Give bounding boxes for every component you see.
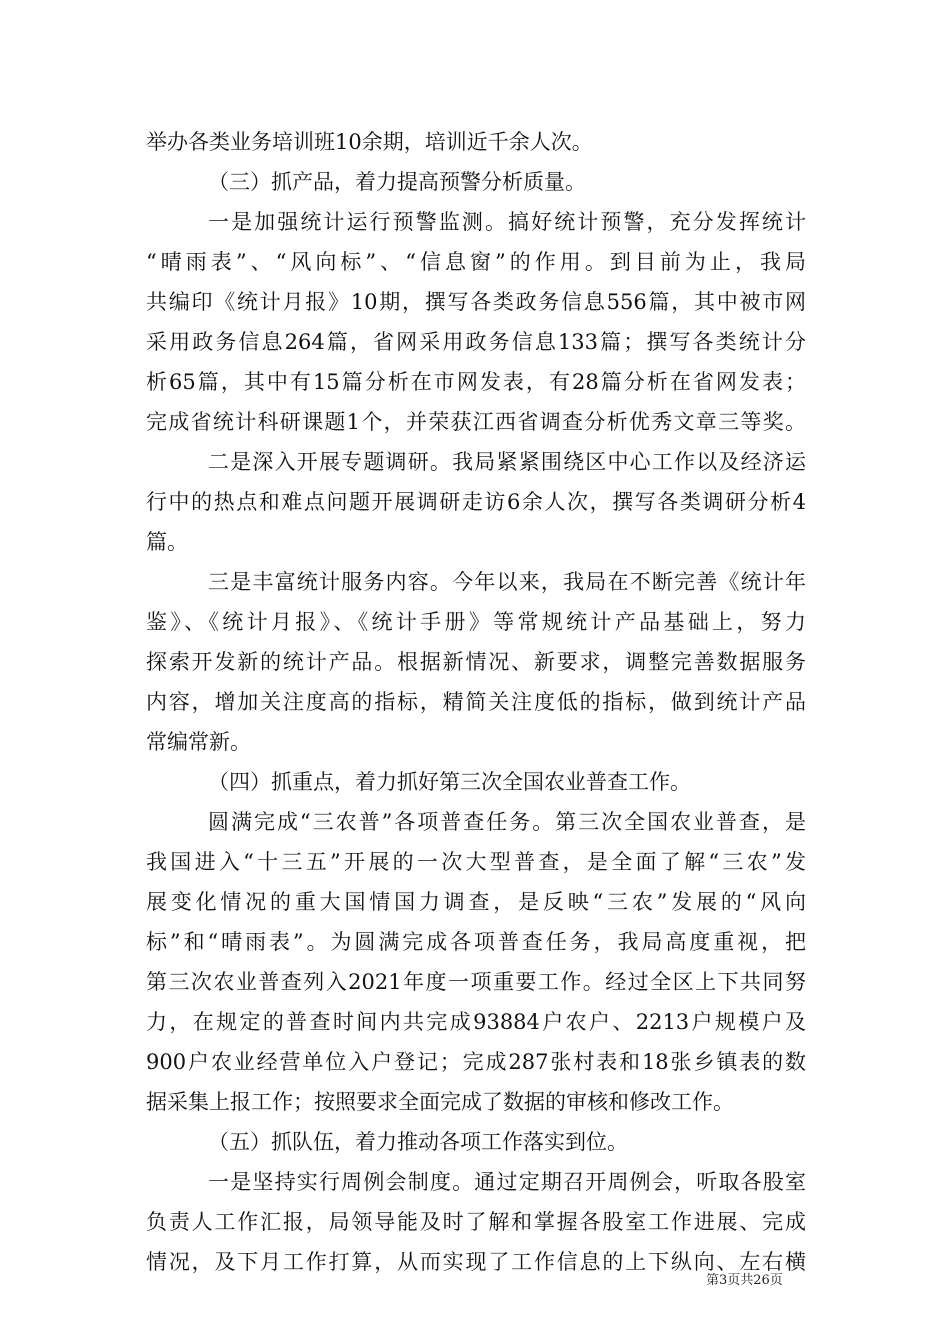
body-text	[146, 122, 806, 1282]
text-line: 常编常新。	[146, 730, 251, 754]
section-heading: （五）抓队伍，着力推动各项工作落实到位。	[208, 1130, 628, 1154]
text-line: 力，在规定的普查时间内共完成93884户农户、2213户规模户及	[146, 1010, 806, 1034]
section-heading: （三）抓产品，着力提高预警分析质量。	[208, 170, 586, 194]
text-line: 举办各类业务培训班10余期，培训近千余人次。	[146, 130, 593, 154]
text-line: 一是坚持实行周例会制度。通过定期召开周例会，听取各股室	[208, 1170, 806, 1194]
text-line: 共编印《统计月报》10期，撰写各类政务信息556篇，其中被市网	[146, 290, 806, 314]
text-line: 情况，及下月工作打算，从而实现了工作信息的上下纵向、左右横	[146, 1250, 806, 1274]
text-line: 负责人工作汇报，局领导能及时了解和掌握各股室工作进展、完成	[146, 1210, 806, 1234]
text-line: 篇。	[146, 530, 188, 554]
text-line: 据采集上报工作；按照要求全面完成了数据的审核和修改工作。	[146, 1090, 734, 1114]
text-line: 标”和“晴雨表”。为圆满完成各项普查任务，我局高度重视，把	[146, 930, 806, 954]
text-line: 完成省统计科研课题1个，并荣获江西省调查分析优秀文章三等奖。	[146, 410, 806, 434]
text-line: 900户农业经营单位入户登记；完成287张村表和18张乡镇表的数	[146, 1050, 806, 1074]
page-number: 第3页共26页	[706, 1273, 783, 1288]
text-line: 行中的热点和难点问题开展调研走访6余人次，撰写各类调研分析4	[146, 490, 806, 514]
section-heading: （四）抓重点，着力抓好第三次全国农业普查工作。	[208, 770, 691, 794]
text-line: 鉴》、《统计月报》、《统计手册》等常规统计产品基础上，努力	[146, 610, 806, 634]
text-line: 三是丰富统计服务内容。今年以来，我局在不断完善《统计年	[208, 570, 806, 594]
text-line: 第三次农业普查列入2021年度一项重要工作。经过全区上下共同努	[146, 970, 806, 994]
text-line: 展变化情况的重大国情国力调查，是反映“三农”发展的“风向	[146, 890, 806, 914]
text-line: 我国进入“十三五”开展的一次大型普查，是全面了解“三农”发	[146, 850, 806, 874]
text-line: 一是加强统计运行预警监测。搞好统计预警，充分发挥统计	[208, 210, 806, 234]
text-line: 采用政务信息264篇，省网采用政务信息133篇；撰写各类统计分	[146, 330, 806, 354]
text-line: 析65篇，其中有15篇分析在市网发表，有28篇分析在省网发表；	[146, 370, 806, 394]
text-line: 探索开发新的统计产品。根据新情况、新要求，调整完善数据服务	[146, 650, 806, 674]
text-line: 二是深入开展专题调研。我局紧紧围绕区中心工作以及经济运	[208, 450, 806, 474]
text-line: “晴雨表”、“风向标”、“信息窗”的作用。到目前为止，我局	[146, 250, 806, 274]
text-line: 内容，增加关注度高的指标，精简关注度低的指标，做到统计产品	[146, 690, 806, 714]
text-line: 圆满完成“三农普”各项普查任务。第三次全国农业普查，是	[208, 810, 806, 834]
